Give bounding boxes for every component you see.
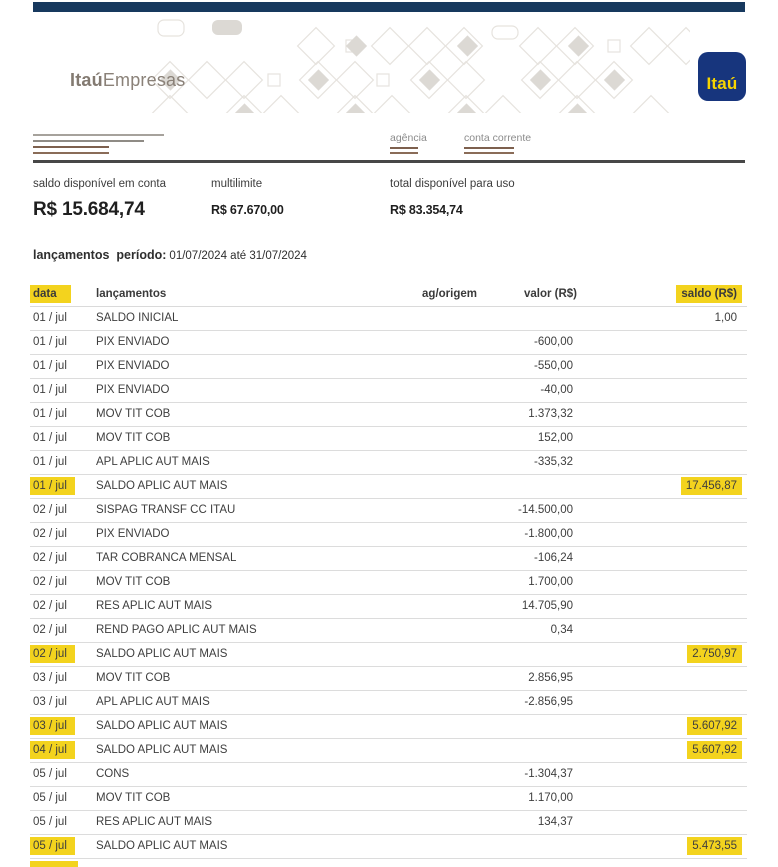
table-header-row: [30, 283, 747, 306]
date-text: 01 / jul: [33, 336, 67, 348]
ag-cell: [377, 402, 477, 426]
next-row-highlight-sliver: [30, 861, 78, 867]
desc-cell: CONS: [96, 762, 377, 786]
saldo-text: [732, 579, 742, 585]
redacted-holder-line: [33, 146, 109, 148]
valor-cell: [477, 714, 577, 738]
date-cell: [30, 426, 96, 450]
date-text: 01 / jul: [33, 384, 67, 396]
valor-cell: -40,00: [477, 378, 577, 402]
valor-cell: 1.170,00: [477, 786, 577, 810]
date-text: 02 / jul: [33, 600, 67, 612]
saldo-cell: [577, 618, 747, 642]
desc-cell: PIX ENVIADO: [96, 522, 377, 546]
date-text: 05 / jul: [33, 768, 67, 780]
valor-cell: 1.700,00: [477, 570, 577, 594]
saldo-cell: [577, 522, 747, 546]
date-text: 05 / jul: [33, 816, 67, 828]
date-text: 05 / jul: [33, 792, 67, 804]
ag-cell: [377, 474, 477, 498]
date-text: 04 / jul: [30, 741, 75, 759]
redacted-agencia-line: [390, 147, 418, 149]
date-text: 02 / jul: [33, 624, 67, 636]
date-text: 05 / jul: [30, 837, 75, 855]
brand-regular: Empresas: [102, 70, 186, 90]
desc-cell: RES APLIC AUT MAIS: [96, 810, 377, 834]
saldo-disponivel-label: saldo disponível em conta: [33, 178, 166, 190]
valor-cell: 1.373,32: [477, 402, 577, 426]
header-data-text: data: [30, 285, 71, 303]
valor-cell: 0,34: [477, 618, 577, 642]
ag-cell: [377, 642, 477, 666]
periodo-label: período:: [116, 248, 167, 262]
table-row: [30, 306, 747, 330]
date-text: 01 / jul: [33, 408, 67, 420]
valor-cell: [477, 306, 577, 330]
valor-cell: -14.500,00: [477, 498, 577, 522]
valor-cell: 152,00: [477, 426, 577, 450]
redacted-holder-line: [33, 134, 164, 136]
table-row: [30, 402, 747, 426]
ag-cell: [377, 714, 477, 738]
date-cell: [30, 762, 96, 786]
table-row: [30, 570, 747, 594]
saldo-cell: [577, 354, 747, 378]
table-row: [30, 474, 747, 498]
saldo-cell: [577, 786, 747, 810]
date-cell: [30, 546, 96, 570]
table-row: [30, 690, 747, 714]
saldo-text: [732, 363, 742, 369]
desc-cell: MOV TIT COB: [96, 402, 377, 426]
table-row: [30, 762, 747, 786]
valor-cell: 14.705,90: [477, 594, 577, 618]
saldo-text: [732, 339, 742, 345]
saldo-text: [732, 435, 742, 441]
saldo-cell: [577, 810, 747, 834]
desc-cell: PIX ENVIADO: [96, 378, 377, 402]
ag-cell: [377, 786, 477, 810]
date-text: 01 / jul: [30, 477, 75, 495]
saldo-text: 17.456,87: [681, 477, 742, 495]
saldo-cell: [577, 834, 747, 858]
header-valor: valor (R$): [477, 283, 577, 306]
saldo-cell: [577, 642, 747, 666]
redacted-conta-line: [464, 152, 514, 154]
saldo-cell: [577, 714, 747, 738]
saldo-cell: [577, 762, 747, 786]
section-divider: [33, 160, 745, 163]
desc-cell: SALDO APLIC AUT MAIS: [96, 834, 377, 858]
desc-cell: SALDO APLIC AUT MAIS: [96, 642, 377, 666]
ag-cell: [377, 618, 477, 642]
itau-logo: [698, 52, 746, 101]
date-text: 01 / jul: [33, 312, 67, 324]
ag-cell: [377, 690, 477, 714]
ag-cell: [377, 354, 477, 378]
saldo-text: [732, 411, 742, 417]
valor-cell: -600,00: [477, 330, 577, 354]
table-row: [30, 714, 747, 738]
saldo-text: [732, 459, 742, 465]
valor-cell: [477, 642, 577, 666]
valor-cell: -106,24: [477, 546, 577, 570]
saldo-text: 5.473,55: [687, 837, 742, 855]
desc-cell: SALDO APLIC AUT MAIS: [96, 714, 377, 738]
ag-cell: [377, 570, 477, 594]
ag-cell: [377, 426, 477, 450]
date-text: 03 / jul: [33, 696, 67, 708]
saldo-text: 5.607,92: [687, 717, 742, 735]
table-row: [30, 330, 747, 354]
saldo-text: [732, 507, 742, 513]
valor-cell: [477, 738, 577, 762]
multilimite-value: R$ 67.670,00: [211, 203, 284, 217]
date-cell: [30, 594, 96, 618]
saldo-text: [732, 531, 742, 537]
periodo-range: 01/07/2024 até 31/07/2024: [169, 250, 307, 262]
date-text: 02 / jul: [33, 504, 67, 516]
desc-cell: TAR COBRANCA MENSAL: [96, 546, 377, 570]
date-text: 02 / jul: [30, 645, 75, 663]
saldo-text: 2.750,97: [687, 645, 742, 663]
table-row: [30, 642, 747, 666]
date-text: 03 / jul: [33, 672, 67, 684]
redacted-holder-line: [33, 140, 144, 142]
header-saldo-text: saldo (R$): [676, 285, 742, 303]
date-cell: [30, 786, 96, 810]
total-disponivel-label: total disponível para uso: [390, 178, 515, 190]
date-cell: [30, 498, 96, 522]
lancamentos-title: lançamentos: [33, 248, 110, 262]
desc-cell: SISPAG TRANSF CC ITAU: [96, 498, 377, 522]
agencia-label: agência: [390, 132, 427, 144]
date-text: 02 / jul: [33, 576, 67, 588]
brand-bold: Itaú: [70, 70, 103, 90]
redacted-agencia-line: [390, 152, 418, 154]
desc-cell: PIX ENVIADO: [96, 354, 377, 378]
desc-cell: SALDO APLIC AUT MAIS: [96, 474, 377, 498]
ag-cell: [377, 738, 477, 762]
saldo-text: [732, 819, 742, 825]
period-line: [33, 248, 307, 262]
ag-cell: [377, 546, 477, 570]
saldo-cell: [577, 666, 747, 690]
saldo-cell: [577, 594, 747, 618]
transactions-table: [30, 283, 747, 859]
itau-empresas-wordmark: [70, 70, 185, 91]
saldo-text: [732, 627, 742, 633]
itau-logo-text: Itaú: [706, 74, 738, 93]
saldo-cell: [577, 738, 747, 762]
saldo-cell: [577, 570, 747, 594]
desc-cell: APL APLIC AUT MAIS: [96, 450, 377, 474]
date-cell: [30, 522, 96, 546]
table-row: [30, 810, 747, 834]
saldo-text: [732, 555, 742, 561]
ag-cell: [377, 810, 477, 834]
total-disponivel-value: R$ 83.354,74: [390, 203, 463, 217]
date-cell: [30, 330, 96, 354]
saldo-text: 5.607,92: [687, 741, 742, 759]
desc-cell: RES APLIC AUT MAIS: [96, 594, 377, 618]
redacted-holder-line: [33, 152, 109, 154]
saldo-cell: [577, 378, 747, 402]
saldo-cell: [577, 474, 747, 498]
date-cell: [30, 378, 96, 402]
date-text: 01 / jul: [33, 432, 67, 444]
date-text: 03 / jul: [30, 717, 75, 735]
date-cell: [30, 834, 96, 858]
date-text: 02 / jul: [33, 552, 67, 564]
ag-cell: [377, 834, 477, 858]
desc-cell: APL APLIC AUT MAIS: [96, 690, 377, 714]
desc-cell: PIX ENVIADO: [96, 330, 377, 354]
date-cell: [30, 738, 96, 762]
ag-cell: [377, 450, 477, 474]
valor-cell: -1.800,00: [477, 522, 577, 546]
desc-cell: REND PAGO APLIC AUT MAIS: [96, 618, 377, 642]
saldo-text: [732, 795, 742, 801]
date-text: 01 / jul: [33, 456, 67, 468]
table-row: [30, 498, 747, 522]
valor-cell: [477, 474, 577, 498]
ag-cell: [377, 522, 477, 546]
saldo-cell: [577, 498, 747, 522]
valor-cell: 134,37: [477, 810, 577, 834]
date-cell: [30, 690, 96, 714]
saldo-text: [732, 603, 742, 609]
ag-cell: [377, 378, 477, 402]
table-row: [30, 546, 747, 570]
ag-cell: [377, 306, 477, 330]
saldo-cell: [577, 306, 747, 330]
saldo-cell: [577, 546, 747, 570]
table-row: [30, 738, 747, 762]
table-row: [30, 354, 747, 378]
date-cell: [30, 354, 96, 378]
table-row: [30, 834, 747, 858]
valor-cell: -550,00: [477, 354, 577, 378]
table-row: [30, 378, 747, 402]
multilimite-label: multilimite: [211, 178, 263, 190]
conta-corrente-label: conta corrente: [464, 132, 532, 144]
desc-cell: MOV TIT COB: [96, 786, 377, 810]
date-cell: [30, 570, 96, 594]
ag-cell: [377, 330, 477, 354]
saldo-text: [732, 699, 742, 705]
date-cell: [30, 810, 96, 834]
saldo-cell: [577, 426, 747, 450]
table-row: [30, 426, 747, 450]
date-text: 02 / jul: [33, 528, 67, 540]
valor-cell: [477, 834, 577, 858]
date-cell: [30, 642, 96, 666]
saldo-disponivel-value: R$ 15.684,74: [33, 199, 145, 220]
saldo-cell: [577, 330, 747, 354]
ag-cell: [377, 498, 477, 522]
desc-cell: MOV TIT COB: [96, 570, 377, 594]
date-cell: [30, 474, 96, 498]
valor-cell: 2.856,95: [477, 666, 577, 690]
header-saldo: [577, 283, 747, 306]
ag-cell: [377, 762, 477, 786]
top-navy-bar: [33, 2, 745, 12]
desc-cell: MOV TIT COB: [96, 666, 377, 690]
saldo-text: 1,00: [714, 312, 737, 324]
date-cell: [30, 618, 96, 642]
date-text: 01 / jul: [33, 360, 67, 372]
date-cell: [30, 402, 96, 426]
table-row: [30, 450, 747, 474]
redacted-conta-line: [464, 147, 514, 149]
table-row: [30, 666, 747, 690]
table-row: [30, 594, 747, 618]
saldo-cell: [577, 690, 747, 714]
table-row: [30, 618, 747, 642]
saldo-text: [732, 387, 742, 393]
header-ag-origem: ag/origem: [377, 283, 477, 306]
date-cell: [30, 306, 96, 330]
date-cell: [30, 714, 96, 738]
saldo-text: [732, 675, 742, 681]
desc-cell: SALDO APLIC AUT MAIS: [96, 738, 377, 762]
geometric-pattern-decoration: [150, 18, 690, 113]
ag-cell: [377, 666, 477, 690]
valor-cell: -335,32: [477, 450, 577, 474]
date-cell: [30, 666, 96, 690]
valor-cell: -1.304,37: [477, 762, 577, 786]
header-data: [30, 283, 96, 306]
desc-cell: SALDO INICIAL: [96, 306, 377, 330]
saldo-cell: [577, 402, 747, 426]
date-cell: [30, 450, 96, 474]
transactions-body: [30, 306, 747, 858]
saldo-text: [732, 771, 742, 777]
saldo-cell: [577, 450, 747, 474]
table-row: [30, 522, 747, 546]
valor-cell: -2.856,95: [477, 690, 577, 714]
header-lancamentos: lançamentos: [96, 283, 377, 306]
desc-cell: MOV TIT COB: [96, 426, 377, 450]
table-row: [30, 786, 747, 810]
ag-cell: [377, 594, 477, 618]
header-band: [0, 12, 778, 113]
